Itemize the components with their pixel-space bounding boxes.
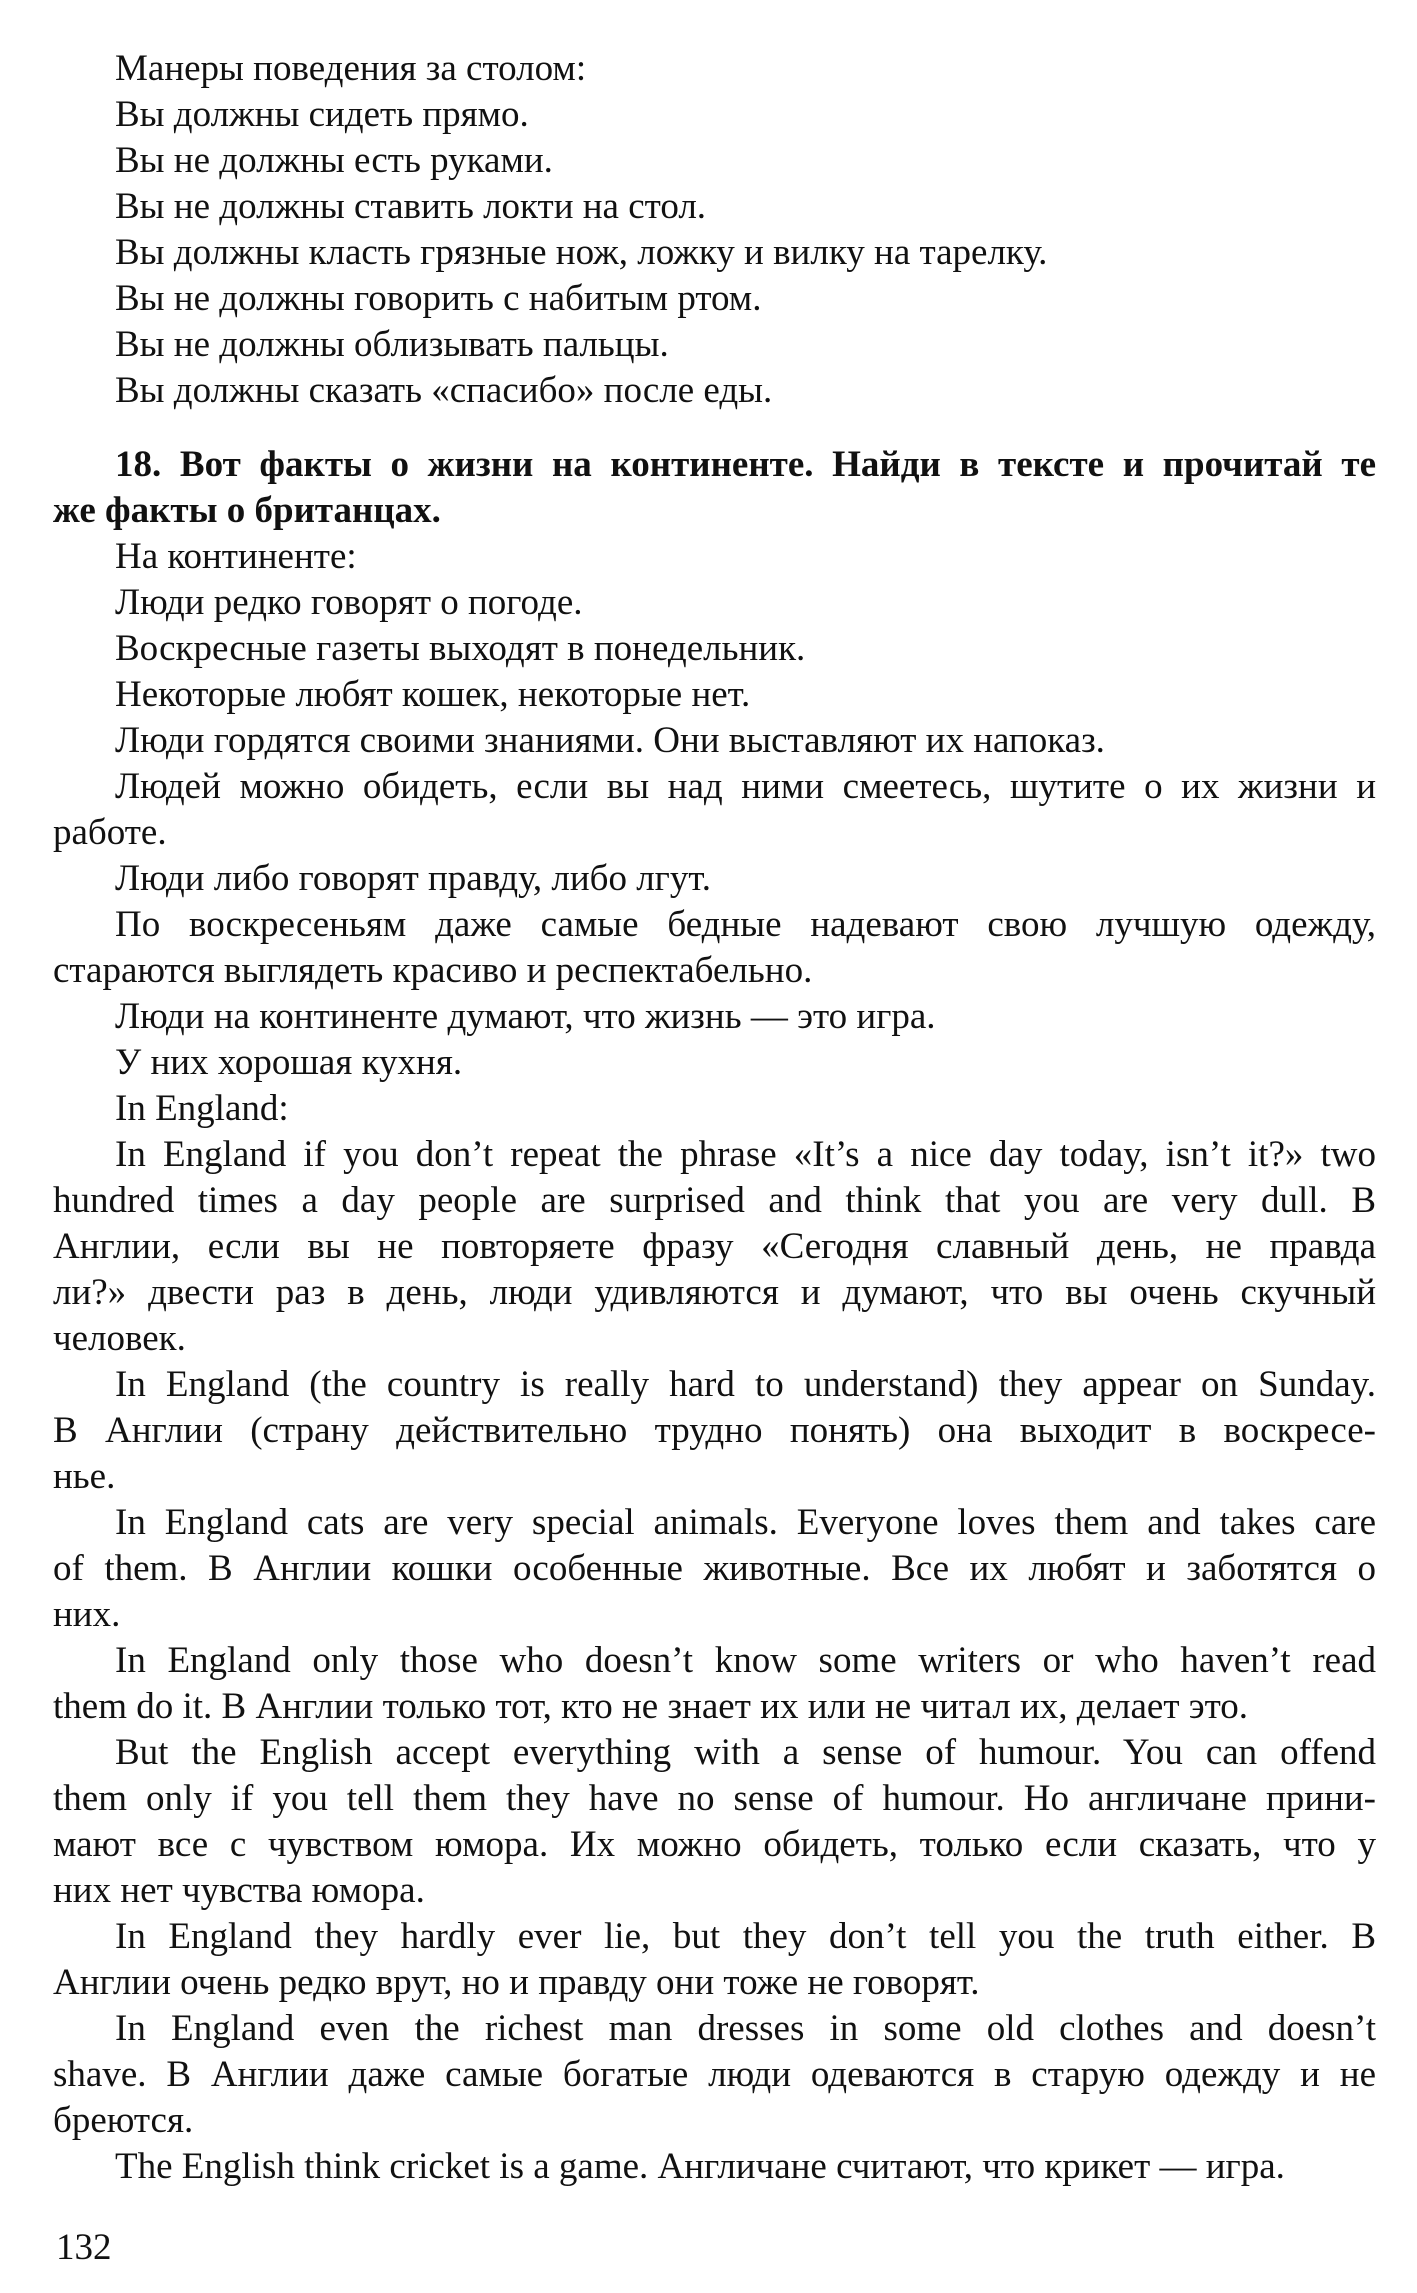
text-line: In England:: [115, 1088, 289, 1129]
paragraph: [53, 2144, 1376, 2190]
paragraph: [53, 994, 1376, 1040]
text-line: Людей можно обидеть, если вы над ними смеетесь, шутите о их жизни и: [115, 766, 1376, 807]
text-line: бреются.: [53, 2100, 194, 2141]
text-line: Вы не должны говорить с набитым ртом.: [115, 278, 762, 319]
paragraph: [53, 580, 1376, 626]
text-line: But the English accept everything with a sense of humour. You can offend: [115, 1732, 1376, 1773]
paragraph: [53, 1500, 1376, 1638]
text-line: hundred times a day people are surprised and think that you are very dull. В: [53, 1180, 1376, 1221]
text-line: of them. В Англии кошки особенные животные. Все их любят и заботятся о: [53, 1548, 1376, 1589]
text-line: работе.: [53, 812, 167, 853]
text-line: стараются выглядеть красиво и респектабельно.: [53, 950, 813, 991]
paragraph: [53, 856, 1376, 902]
text-line: Люди редко говорят о погоде.: [115, 582, 583, 623]
paragraph: [53, 718, 1376, 764]
paragraph: [53, 1132, 1376, 1362]
text-line: shave. В Англии даже самые богатые люди одеваются в старую одежду и не: [53, 2054, 1376, 2095]
paragraph: [53, 2006, 1376, 2144]
text-line: Вы должны сидеть прямо.: [115, 94, 529, 135]
paragraph: [53, 1730, 1376, 1914]
paragraph: [53, 46, 1376, 92]
text-line: In England even the richest man dresses in some old clothes and doesn’t: [115, 2008, 1376, 2049]
paragraph: [53, 322, 1376, 368]
text-line: Вы должны сказать «спасибо» после еды.: [115, 370, 773, 411]
text-line: них.: [53, 1594, 121, 1635]
text-line: В Англии (страну действительно трудно понять) она выходит в воскресе-: [53, 1410, 1376, 1451]
text-line: Люди гордятся своими знаниями. Они выставляют их напоказ.: [115, 720, 1105, 761]
text-line: нье.: [53, 1456, 116, 1497]
text-line: мают все с чувством юмора. Их можно обидеть, только если сказать, что у: [53, 1824, 1376, 1865]
paragraph: [53, 902, 1376, 994]
text-line: The English think cricket is a game. Англичане считают, что крикет — игра.: [115, 2146, 1285, 2187]
page-body: [53, 46, 1376, 2190]
text-line: Вы не должны есть руками.: [115, 140, 553, 181]
paragraph: [53, 1040, 1376, 1086]
text-line: Воскресные газеты выходят в понедельник.: [115, 628, 806, 669]
paragraph: [53, 368, 1376, 414]
paragraph: [53, 230, 1376, 276]
text-line: them only if you tell them they have no sense of humour. Но англичане прини-: [53, 1778, 1376, 1819]
text-line: Вы не должны ставить локти на стол.: [115, 186, 707, 227]
paragraph: [53, 1362, 1376, 1500]
paragraph: [53, 764, 1376, 856]
text-line: Англии очень редко врут, но и правду они тоже не говорят.: [53, 1962, 980, 2003]
exercise-heading: [53, 442, 1376, 534]
text-line: In England cats are very special animals. Everyone loves them and takes care: [115, 1502, 1376, 1543]
text-line: человек.: [53, 1318, 186, 1359]
text-line: In England only those who doesn’t know some writers or who haven’t read: [115, 1640, 1376, 1681]
text-line: 18. Вот факты о жизни на континенте. Найди в тексте и прочитай те: [115, 444, 1376, 485]
text-line: Вы не должны облизывать пальцы.: [115, 324, 669, 365]
paragraph: [53, 184, 1376, 230]
text-line: ли?» двести раз в день, люди удивляются и думают, что вы очень скучный: [53, 1272, 1376, 1313]
text-line: Люди на континенте думают, что жизнь — это игра.: [115, 996, 936, 1037]
text-line: же факты о британцах.: [53, 490, 441, 531]
paragraph: [53, 1914, 1376, 2006]
paragraph: [53, 92, 1376, 138]
text-line: На континенте:: [115, 536, 357, 577]
paragraph: [53, 1086, 1376, 1132]
text-line: Англии, если вы не повторяете фразу «Сегодня славный день, не правда: [53, 1226, 1376, 1267]
paragraph: [53, 672, 1376, 718]
paragraph: [53, 1638, 1376, 1730]
text-line: Некоторые любят кошек, некоторые нет.: [115, 674, 751, 715]
paragraph: [53, 138, 1376, 184]
text-line: In England they hardly ever lie, but they don’t tell you the truth either. В: [115, 1916, 1376, 1957]
text-line: In England if you don’t repeat the phrase «It’s a nice day today, isn’t it?» two: [115, 1134, 1376, 1175]
text-line: Вы должны класть грязные нож, ложку и вилку на тарелку.: [115, 232, 1048, 273]
text-line: У них хорошая кухня.: [115, 1042, 463, 1083]
text-line: Люди либо говорят правду, либо лгут.: [115, 858, 711, 899]
paragraph: [53, 276, 1376, 322]
text-line: По воскресеньям даже самые бедные надевают свою лучшую одежду,: [115, 904, 1376, 945]
paragraph: [53, 626, 1376, 672]
text-line: Манеры поведения за столом:: [115, 48, 587, 89]
text-line: them do it. В Англии только тот, кто не знает их или не читал их, делает это.: [53, 1686, 1249, 1727]
page-number: 132: [56, 2227, 112, 2268]
text-line: них нет чувства юмора.: [53, 1870, 425, 1911]
paragraph: [53, 534, 1376, 580]
text-line: In England (the country is really hard to understand) they appear on Sunday.: [115, 1364, 1376, 1405]
